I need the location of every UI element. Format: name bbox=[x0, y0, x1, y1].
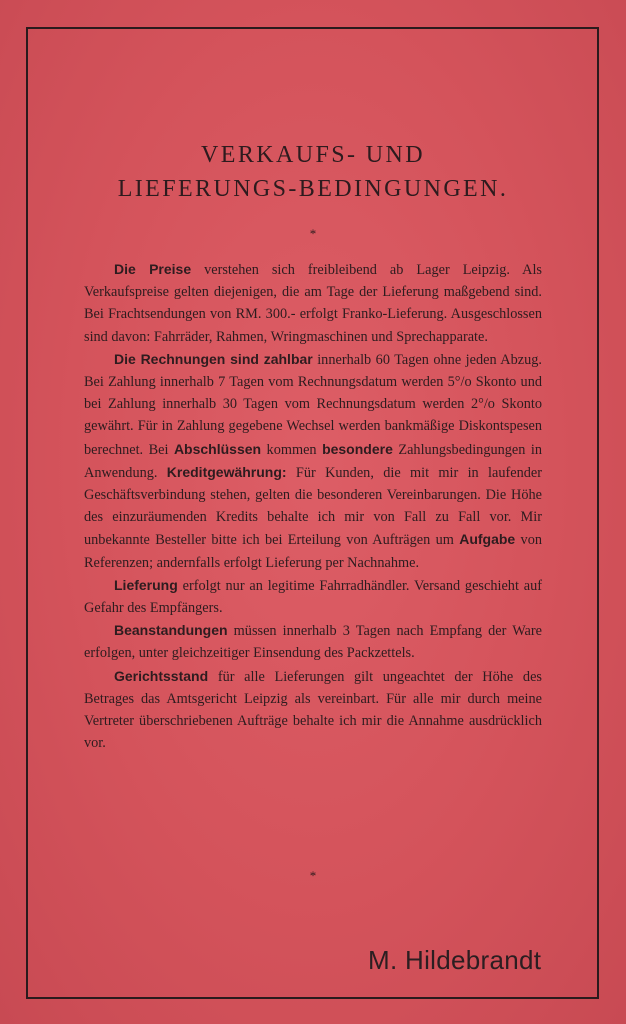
paragraph-rechnungen bbox=[84, 348, 542, 574]
paragraph-lieferung bbox=[84, 574, 542, 619]
heading-line-1: VERKAUFS- UND bbox=[201, 142, 425, 168]
text-rechnungen: innerhalb 60 Tagen ohne jeden Abzug. Bei Zahlung innerhalb 7 Tagen vom Rechnungsdatum werden 5°/o Skonto und bei Zahlung innerhalb 30 Tagen vom Rechnungsdatum werden 2°/o Skonto gewährt. Für in Zahlung gegebene Wechsel werden bankmäßige Diskontspesen berechnet. Bei bbox=[84, 351, 542, 458]
paragraph-beanstandungen bbox=[84, 619, 542, 664]
lead-lieferung: Lieferung bbox=[114, 576, 178, 593]
paragraph-preise bbox=[84, 258, 542, 348]
text-rechnungen-2: kommen bbox=[261, 441, 323, 458]
text-rechnungen-3: Zahlungsbedingungen in Anwendung. bbox=[84, 441, 542, 481]
lead-rechnungen: Die Rechnungen sind zahlbar bbox=[114, 350, 313, 367]
heading-line-2: LIEFERUNGS-BEDINGUNGEN. bbox=[117, 176, 509, 202]
bold-besondere: besondere bbox=[322, 440, 393, 457]
lead-gerichtsstand: Gerichtsstand bbox=[114, 667, 209, 684]
star-ornament-icon: * bbox=[309, 226, 317, 241]
text-beanstandungen: müssen innerhalb 3 Tagen nach Empfang der Ware erfolgen, unter gleichzeitiger Einsendung des Packzettels. bbox=[84, 623, 542, 662]
terms-body bbox=[84, 258, 542, 754]
watermark-credit: M. Hildebrandt bbox=[368, 945, 542, 975]
lead-preise: Die Preise bbox=[114, 261, 192, 277]
lead-beanstandungen: Beanstandungen bbox=[114, 622, 228, 639]
paragraph-gerichtsstand bbox=[84, 665, 542, 755]
bold-aufgabe: Aufgabe bbox=[459, 531, 516, 548]
text-rechnungen-5: von Referenzen; andernfalls erfolgt Lieferung per Nachnahme. bbox=[84, 532, 542, 571]
text-rechnungen-4: Für Kunden, die mit mir in laufender Geschäftsverbindung stehen, gelten die besonderen Vereinbarungen. Die Höhe des einzuräumenden Kredits behalte ich mir von Fall zu Fall vor. Mir unbekannte Besteller bitte ich bei Erteilung von Aufträgen um bbox=[84, 464, 542, 549]
star-ornament-bottom-icon: * bbox=[309, 868, 317, 883]
bold-kreditgewaehrung: Kreditgewährung: bbox=[166, 463, 287, 480]
text-gerichtsstand: für alle Lieferungen gilt ungeachtet der Höhe des Betrages das Amtsgericht Leipzig als vereinbart. Für alle mir durch meine Vertreter überschriebenen Aufträge behalte ich mir die Annahme ausdrücklich vor. bbox=[84, 668, 542, 752]
bold-abschluessen: Abschlüssen bbox=[173, 440, 262, 457]
text-preise: verstehen sich freibleibend ab Lager Leipzig. Als Verkaufspreise gelten diejenigen, die am Tage der Lieferung maßgebend sind. Bei Frachtsendungen von RM. 300.- erfolgt Franko-Lieferung. Ausgeschlossen sind davon: Fahrräder, Rahmen, Wringmaschinen und Sprechapparate. bbox=[84, 262, 542, 345]
text-lieferung: erfolgt nur an legitime Fahrradhändler. Versand geschieht auf Gefahr des Empfängers. bbox=[84, 577, 542, 617]
